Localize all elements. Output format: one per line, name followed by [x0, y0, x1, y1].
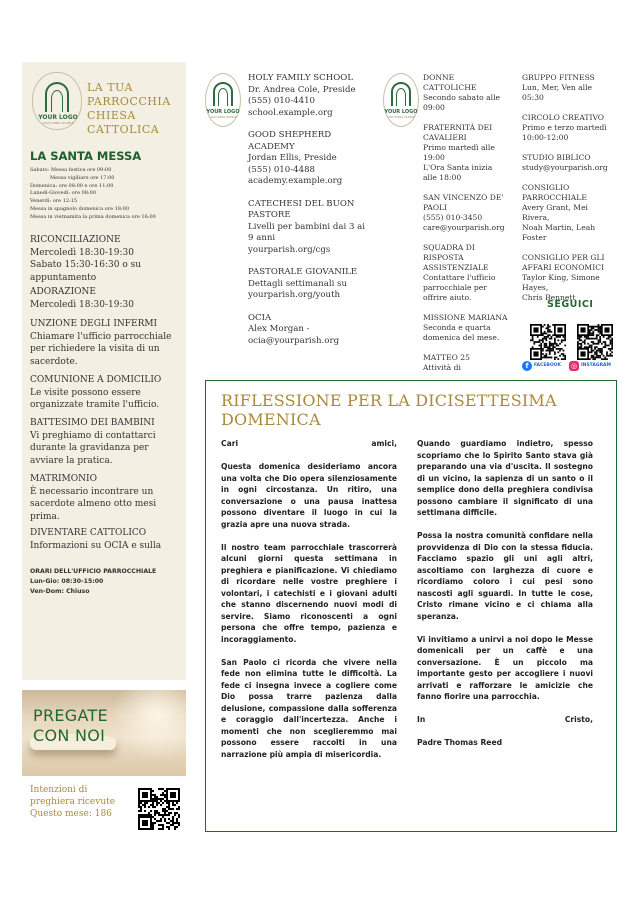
logo-text: YOUR LOGO [206, 109, 240, 115]
logo-subtext: LOGO SYMBOL EXAMPLE [42, 122, 74, 125]
intent-line: Intenzioni di [30, 785, 88, 795]
block-title: ASSISTENZIALE [423, 263, 489, 272]
block-line: Jordan Ellis, Preside [248, 153, 337, 163]
block-title: MISSIONE MARIANA [423, 313, 508, 322]
section-line: sacerdote. [30, 356, 78, 367]
mass-title: LA SANTA MESSA [30, 149, 142, 163]
block-title: DONNE [423, 73, 455, 82]
inner-arch-icon [51, 90, 63, 112]
schools-column [248, 73, 373, 358]
block-title: ACADEMY [248, 141, 295, 152]
block-title: PASTORE [248, 210, 291, 220]
reconciliation-section [30, 234, 185, 284]
block-title: CAVALIERI [423, 133, 467, 142]
parish-name-line: LA TUA [87, 81, 133, 94]
block-title: PASTORALE GIOVANILE [248, 267, 358, 277]
groups-column-a [423, 73, 508, 383]
anointing-section [30, 318, 185, 368]
parish-name-line: CHIESA [87, 109, 136, 122]
block-title: OCIA [248, 312, 272, 323]
block-line: Rivera, [522, 213, 550, 222]
closing-word: Cristo, [564, 715, 593, 724]
block-title: STUDIO BIBLICO [522, 153, 591, 162]
section-line: Mercoledì 18:30-19:30 [30, 299, 134, 310]
office-hours [30, 567, 156, 597]
logo-text: YOUR LOGO [38, 114, 78, 121]
groups-column-b [522, 73, 617, 313]
block-line: Primo martedì alle [423, 143, 495, 152]
pray-title-line: PREGATE [33, 706, 108, 725]
mass-line: Sabato: Messa festiva ore 09:00 [30, 167, 112, 173]
office-line: Ven-Dom: Chiuso [30, 588, 90, 595]
block-line: alle 18:00 [423, 173, 462, 182]
pray-title-line: CON NOI [33, 726, 106, 745]
block-title: PAOLI [423, 203, 448, 212]
reflection-paragraph: Il nostro team parrocchiale trascorrerà alcuni giorni questa settimana in preghiera e pianificazione. Vi chiediamo di ricordare nelle vostre preghiere i volontari, i catechisti e i giovani adulti che stanno discernendo nuovi modi di servire. Siamo riconoscenti a ogni persona che offre tempo, pazienza e incoraggiamento. [221, 542, 397, 644]
pray-title [33, 706, 108, 746]
group-block [522, 183, 617, 243]
reflection-column-right [417, 438, 593, 760]
reflection-paragraph: Quando guardiamo indietro, spesso scopriamo che lo Spirito Santo stava già preparando una via d'uscita. Il sostegno di un vicino, la sapienza di un santo o il semplice dono della preghiera condivisa possono cambiare il significato di una settimana difficile. [417, 439, 593, 517]
block-line: Secondo sabato alle [423, 93, 500, 102]
section-title: BATTESIMO DEI BAMBINI [30, 418, 155, 428]
section-line: Le visite possono essere [30, 387, 141, 398]
block-line: Primo e terzo martedì [522, 123, 607, 132]
section-line: per richiedere la visita di un [30, 344, 160, 354]
closing-word: In [417, 715, 426, 724]
facebook-icon[interactable]: f [522, 361, 532, 371]
mass-line: Lunedì-Giovedì: ore 08:00 [30, 190, 97, 197]
group-block [423, 193, 508, 233]
logo-subtext: LOGO SYMBOL EXAMPLE [387, 116, 415, 119]
block-line: Noah Martin, Leah [522, 223, 596, 232]
logo-subtext: LOGO SYMBOL EXAMPLE [209, 116, 237, 119]
facebook-qr-icon[interactable] [530, 324, 566, 360]
adoration-section [30, 286, 185, 311]
block-line: L'Ora Santa inizia [423, 163, 493, 172]
reflection-paragraph: Vi invitiamo a unirvi a noi dopo le Messe domenicali per un caffè e una conversazione. È un piccolo ma importante gesto per accogliere i nuovi arrivati e rafforzare le amicizie che fanno fiorire una parrocchia. [417, 634, 593, 701]
light-glow [112, 690, 186, 760]
intentions-qr-icon[interactable] [138, 788, 180, 830]
parish-name-line: CATTOLICA [87, 123, 160, 136]
block-line: domenica del mese. [423, 333, 500, 342]
block-title: GRUPPO FITNESS [522, 73, 595, 82]
group-block [522, 153, 617, 173]
mass-line: Venerdì: ore 12:15 [30, 198, 78, 205]
section-line: Vi preghiamo di contattarci [30, 430, 156, 441]
block-title: AFFARI ECONOMICI [522, 263, 605, 272]
section-title: DIVENTARE CATTOLICO [30, 528, 147, 538]
block-line: Avery Grant, Mei [522, 203, 588, 212]
instagram-qr-icon[interactable] [577, 324, 613, 360]
section-title: COMUNIONE A DOMICILIO [30, 375, 162, 385]
block-line: 9 anni [248, 233, 276, 243]
block-line: Dettagli settimanali su [248, 278, 347, 289]
section-line: appuntamento [30, 272, 97, 283]
mass-line: Messa in spagnolo domenica ore 18:00 [30, 205, 130, 212]
group-block [423, 243, 508, 303]
signature: Padre Thomas Reed [417, 738, 503, 747]
block-line: ocia@yourparish.org [248, 335, 340, 346]
home-communion-section [30, 374, 185, 412]
section-line: Informazioni su OCIA e sulla [30, 540, 162, 551]
baptism-section [30, 417, 185, 467]
section-line: Mercoledì 18:30-19:30 [30, 247, 134, 258]
facebook-link[interactable]: FACEBOOK [534, 363, 561, 368]
block-line: 10:00-12:00 [522, 133, 569, 142]
block-title: SQUADRA DI [423, 243, 475, 252]
block-line: parrocchiale per [423, 283, 487, 292]
section-title: ADORAZIONE [30, 287, 97, 297]
section-line: organizzate tramite l'ufficio. [30, 400, 160, 410]
block-title: FRATERNITÀ DEI [423, 123, 493, 132]
instagram-link[interactable]: INSTAGRAM [581, 363, 612, 368]
office-title: ORARI DELL'UFFICIO PARROCCHIALE [30, 568, 157, 575]
becoming-catholic-section [30, 527, 185, 552]
section-line: Sabato 15:30-16:30 o su [30, 260, 142, 270]
section-line: durante la gravidanza per [30, 443, 149, 453]
group-block [522, 113, 617, 143]
mass-line: Messa in vietnamita la prima domenica ore 16:00 [30, 213, 156, 220]
youth-ministry-block [248, 267, 373, 302]
reflection-paragraph: San Paolo ci ricorda che vivere nella fede non elimina tutte le difficoltà. La fede ci insegna invece a cogliere come Dio possa trarre pazienza dalla delusione, compassione dalla sofferenza e coraggio dall'incertezza. Anche i momenti che non sceglieremmo mai possono essere raccolti in una narrazione più ampia di misericordia. [221, 657, 397, 759]
block-line: Taylor King, Simone [522, 273, 600, 282]
block-title: GOOD SHEPHERD [248, 130, 332, 140]
block-line: academy.example.org [248, 176, 343, 186]
section-line: prima. [30, 511, 60, 522]
instagram-icon[interactable]: ◎ [570, 362, 578, 370]
good-shepherd-academy [248, 130, 373, 188]
block-line: Attività di [423, 363, 461, 372]
holy-family-school [248, 73, 373, 119]
intent-line: preghiera ricevute [30, 797, 116, 807]
group-block [522, 73, 617, 103]
section-title: MATRIMONIO [30, 474, 97, 484]
mass-line: Domenica: ore 08:00 e ore 11:00 [30, 182, 114, 189]
reflection-title: RIFLESSIONE PER LA DICISETTESIMA DOMENICA [221, 391, 557, 429]
block-title: PARROCCHIALE [522, 193, 587, 202]
section-line: avviare la pratica. [30, 455, 113, 466]
block-line: (555) 010-4410 [248, 96, 316, 106]
block-line: yourparish.org/youth [248, 290, 341, 300]
block-title: CATECHESI DEL BUON [248, 198, 355, 209]
group-block [423, 353, 508, 373]
group-block [423, 73, 508, 113]
group-block [423, 313, 508, 343]
greeting-word: amici, [371, 439, 397, 448]
block-line: Hayes, [522, 283, 549, 292]
block-line: yourparish.org/cgs [248, 244, 331, 255]
block-line: Alex Morgan - [248, 324, 310, 334]
block-line: 05:30 [522, 93, 544, 102]
block-title: CONSIGLIO [522, 183, 570, 192]
reflection-paragraph: Possa la nostra comunità confidare nella provvidenza di Dio con la stessa fiducia. Facciamo spazio gli uni agli altri, ascoltiamo con larghezza di cuore e ricordiamo coloro i cui pesi sono nascosti agli sguardi. In tutte le cose, Cristo rimane vicino e ci chiama alla speranza. [417, 531, 593, 621]
parish-name-line: PARROCCHIA [87, 95, 171, 108]
greeting-word: Cari [221, 439, 239, 448]
ocia-block [248, 313, 373, 348]
block-line: (555) 010-3450 [423, 213, 483, 222]
block-line: Seconda e quarta [423, 323, 491, 332]
block-title: CONSIGLIO PER GLI [522, 253, 605, 262]
logo-text: YOUR LOGO [384, 109, 418, 115]
intent-line: Questo mese: 186 [30, 809, 112, 819]
block-line: offrire aiuto. [423, 293, 472, 302]
prayer-intentions [30, 784, 115, 820]
section-line: È necessario incontrare un [30, 486, 154, 497]
block-line: Livelli per bambini dai 3 ai [248, 221, 366, 232]
group-block [522, 253, 617, 303]
parish-name [87, 81, 187, 137]
catechesis-block [248, 199, 373, 257]
section-title: RICONCILIAZIONE [30, 235, 121, 245]
block-line: (555) 010-4488 [248, 164, 316, 175]
block-line: Lun, Mer, Ven alle [522, 83, 593, 92]
block-title: RISPOSTA [423, 253, 464, 262]
reflection-column-left [221, 438, 397, 772]
mass-line: Messa vigiliare ore 17:00 [50, 174, 115, 181]
block-title: HOLY FAMILY SCHOOL [248, 73, 354, 83]
block-title: CIRCOLO CREATIVO [522, 113, 605, 122]
block-line: study@yourparish.org [522, 163, 608, 172]
section-line: sacerdote almeno otto mesi [30, 499, 157, 509]
marriage-section [30, 473, 185, 523]
greeting [221, 438, 397, 450]
group-block [423, 123, 508, 183]
block-line: 19:00 [423, 153, 445, 162]
section-line: Chiamare l'ufficio parrocchiale [30, 331, 172, 342]
section-title: UNZIONE DEGLI INFERMI [30, 319, 158, 329]
inner-arch-icon [396, 88, 406, 106]
block-line: care@yourparish.org [423, 223, 505, 232]
block-title: SAN VINCENZO DE' [423, 193, 504, 202]
block-line: 09:00 [423, 103, 445, 112]
reflection-paragraph: Questa domenica desideriamo ancora una volta che Dio opera silenziosamente in ogni circostanza. Un ritiro, una conversazione o una pausa inattesa possono diventare il luogo in cui la grazia apre una nuova strada. [221, 462, 397, 529]
mass-schedule [30, 167, 185, 222]
block-title: CATTOLICHE [423, 83, 477, 92]
block-line: Chris Bennett [522, 293, 576, 302]
inner-arch-icon [218, 88, 228, 106]
block-line: Foster [522, 233, 547, 242]
block-title: MATTEO 25 [423, 353, 470, 362]
closing [417, 714, 593, 726]
block-line: Contattare l'ufficio [423, 273, 496, 282]
block-line: Dr. Andrea Cole, Preside [248, 84, 356, 95]
block-line: school.example.org [248, 107, 333, 118]
follow-us-title: SEGUICI [547, 299, 594, 310]
office-line: Lun-Gio: 08:30-15:00 [30, 578, 104, 585]
